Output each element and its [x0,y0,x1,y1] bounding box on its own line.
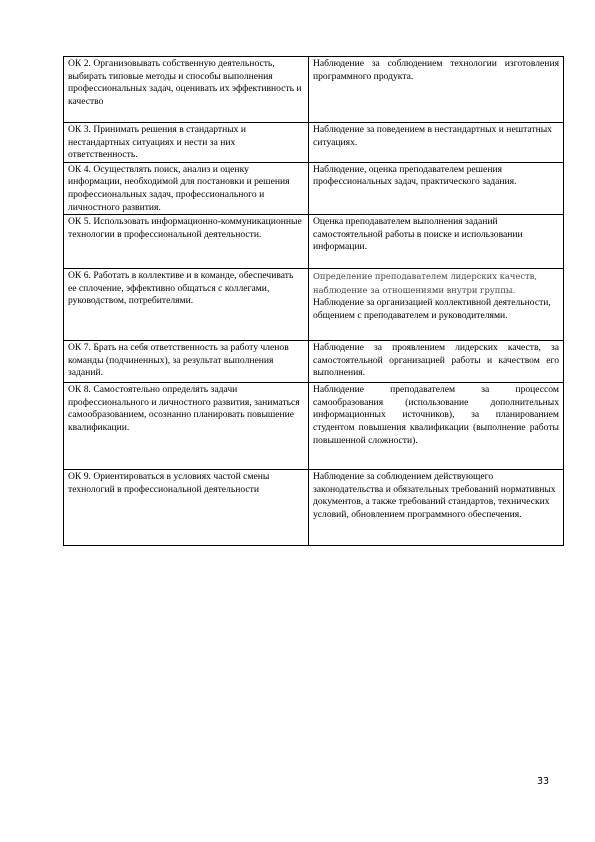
competency-cell: ОК 3. Принимать решения в стандартных и нестандартных ситуациях и нести за них ответственность. [64,123,309,163]
assessment-cell: Наблюдение за соблюдением технологии изготовления программного продукта. [309,57,564,123]
competency-cell: ОК 5. Использовать информационно-коммуникационные технологии в профессиональной деятельности. [64,215,309,269]
table-row [64,57,564,123]
assessment-cell: Наблюдение за поведением в нестандартных и нештатных ситуациях. [309,123,564,163]
competency-cell: ОК 8. Самостоятельно определять задачи профессионального и личностного развития, заниматься самообразованием, осознанно планировать повышение квалификации. [64,383,309,470]
assessment-cell: Оценка преподавателем выполнения заданий самостоятельной работы в поиске и использовании информации. [309,215,564,269]
competency-cell: ОК 6. Работать в коллективе и в команде, обеспечивать ее сплочение, эффективно общаться с коллегами, руководством, потребителями. [64,269,309,341]
table-row [64,162,564,214]
competency-cell: ОК 4. Осуществлять поиск, анализ и оценку информации, необходимой для постановки и решения профессиональных задач, профессионального и личностного развития. [64,162,309,214]
assessment-cell: Наблюдение, оценка преподавателем решения профессиональных задач, практического задания. [309,162,564,214]
table-row [64,123,564,163]
competency-assessment-table [63,56,564,546]
table-row [64,470,564,546]
assessment-muted-text: Определение преподавателем лидерских качеств, наблюдение за отношениями внутри группы. [313,271,538,295]
page-number: 33 [537,776,550,787]
assessment-cell: Наблюдение за проявлением лидерских качеств, за самостоятельной организацией работы и качеством его выполнения. [309,341,564,383]
table-row [64,383,564,470]
competency-cell: ОК 2. Организовывать собственную деятельность, выбирать типовые методы и способы выполнения профессиональных задач, оценивать их эффективность и качество [64,57,309,123]
assessment-cell: Наблюдение преподавателем за процессом самообразования (использование дополнительных информационных источников), за планированием студентом повышения квалификации (выполнение работы повышенной сложности). [309,383,564,470]
table-row [64,269,564,341]
competency-cell: ОК 7. Брать на себя ответственность за работу членов команды (подчиненных), за результат выполнения заданий. [64,341,309,383]
assessment-cell: Наблюдение за соблюдением действующего законодательства и обязательных требований нормативных документов, а также требований стандартов, технических условий, обновлением программного обеспечения. [309,470,564,546]
table-row [64,215,564,269]
competency-cell: ОК 9. Ориентироваться в условиях частой смены технологий в профессиональной деятельности [64,470,309,546]
assessment-cell [309,269,564,341]
table-row [64,341,564,383]
assessment-text: Наблюдение за организацией коллективной деятельности, общением с преподавателем и руководителями. [313,297,551,321]
